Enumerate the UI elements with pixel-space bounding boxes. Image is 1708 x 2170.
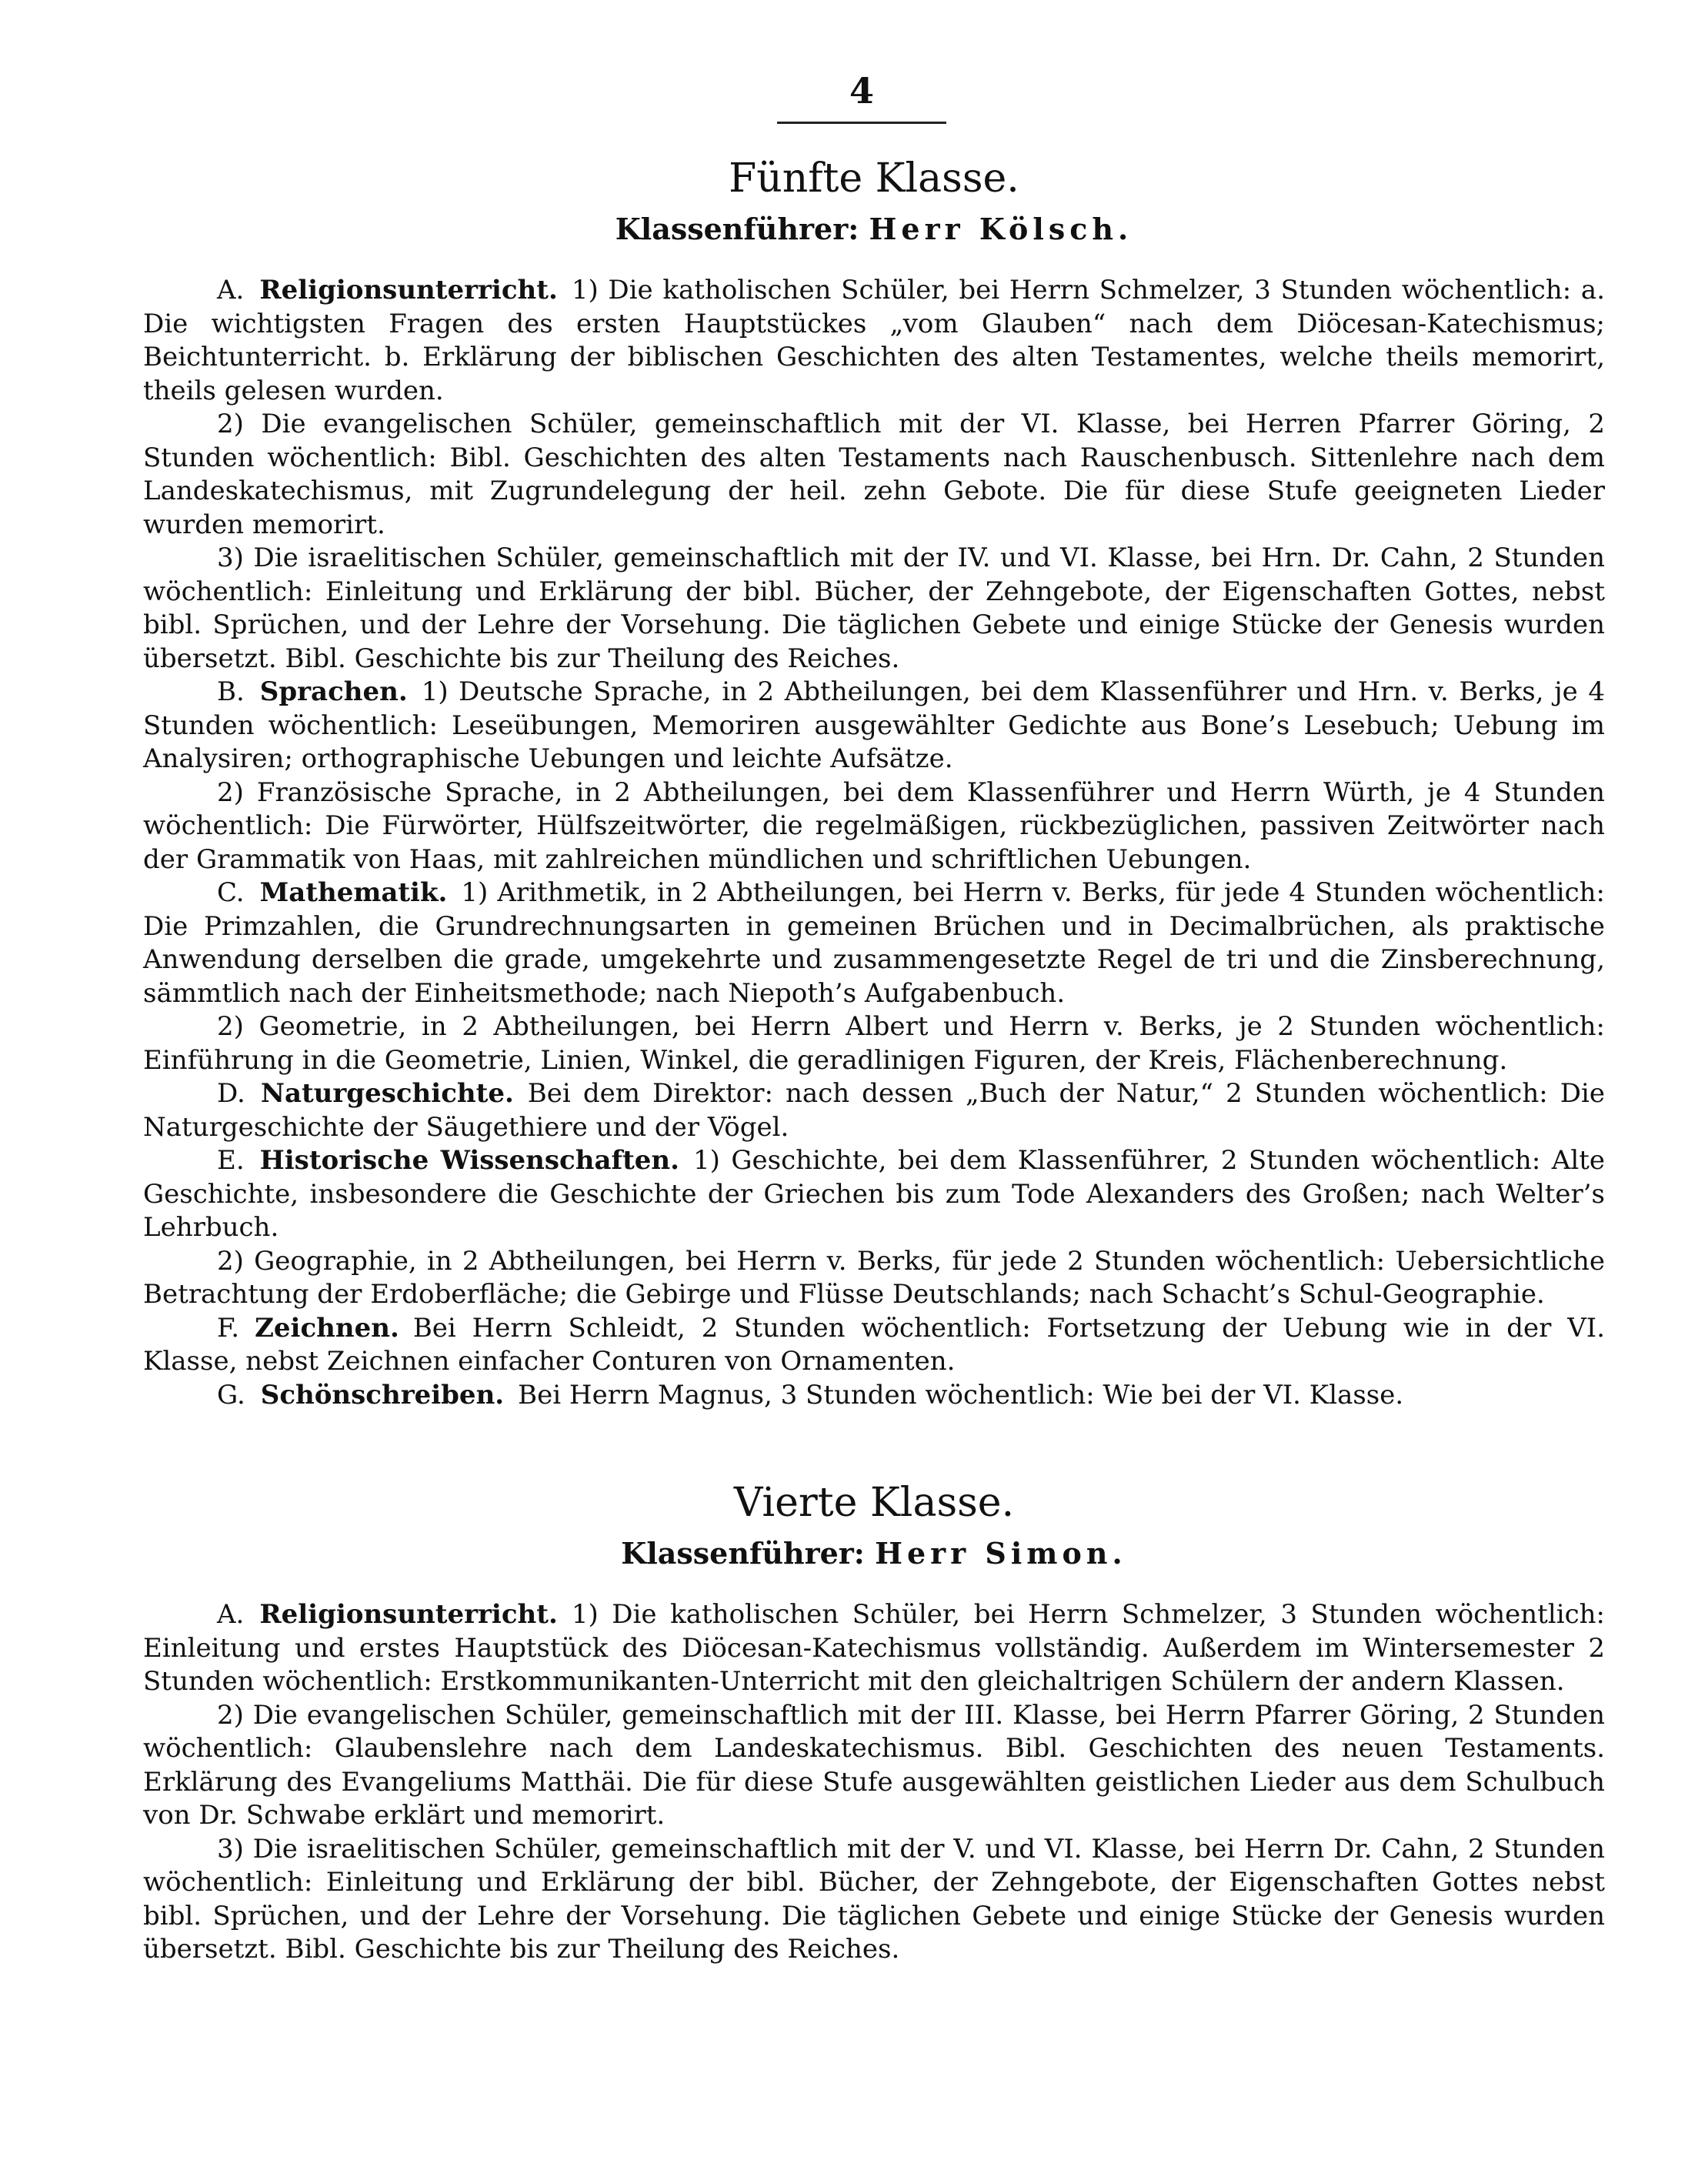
section-paragraph	[143, 1144, 1605, 1245]
section-text: 2) Die evangelischen Schüler, gemeinschaftlich mit der III. Klasse, bei Herrn Pfarrer Göring, 2 Stunden wöchentlich: Glaubenslehre nach dem Landeskatechismus. Bibl. Geschichten des neuen Testaments. Erklärung des Evangeliums Matthäi. Die für diese Stufe ausgewählten geistlichen Lieder aus dem Schulbuch von Dr. Schwabe erklärt und memorirt.	[143, 1699, 1605, 1831]
section-heading: Religionsunterricht.	[259, 1599, 558, 1630]
section-text: 3) Die israelitischen Schüler, gemeinschaftlich mit der V. und VI. Klasse, bei Herrn Dr. Cahn, 2 Stunden wöchentlich: Einleitung und Erklärung der bibl. Bücher, der Zehngebote, der Eigenschaften Gottes nebst bibl. Sprüchen, und der Lehre der Vorsehung. Die täglichen Gebete und einige Stücke der Genesis wurden übersetzt. Bibl. Geschichte bis zur Theilung des Reiches.	[143, 1833, 1605, 1965]
section-heading: Historische Wissenschaften.	[259, 1145, 679, 1176]
class-title: Fünfte Klasse.	[729, 155, 1019, 202]
section-paragraph	[143, 876, 1605, 1010]
section-heading: Zeichnen.	[255, 1312, 399, 1344]
section-text: 1) Die katholischen Schüler, bei Herrn Schmelzer, 3 Stunden wöchentlich: a. Die wichtigsten Fragen des ersten Hauptstückes „vom Glauben“ nach dem Diöcesan-Katechismus; Beichtunterricht. b. Erklärung der biblischen Geschichten des alten Testamentes, welche theils memorirt, theils gelesen wurden.	[143, 275, 1605, 406]
section-letter: F.	[217, 1312, 240, 1344]
class-leader-name: Herr Kölsch.	[869, 212, 1133, 246]
section-heading: Sprachen.	[259, 676, 408, 707]
section-letter: D.	[217, 1078, 245, 1109]
section-heading: Mathematik.	[259, 877, 448, 908]
text-column	[143, 154, 1605, 1967]
section-text: Bei Herrn Schleidt, 2 Stunden wöchentlich: Fortsetzung der Uebung wie in der VI. Klasse, nebst Zeichnen einfacher Conturen von Ornamenten.	[143, 1312, 1605, 1377]
section-text: 1) Die katholischen Schüler, bei Herrn Schmelzer, 3 Stunden wöchentlich: Einleitung und erstes Hauptstück des Diöcesan-Katechismus vollständig. Außerdem im Wintersemester 2 Stunden wöchentlich: Erstkommunikanten-Unterricht mit den gleichaltrigen Schülern der andern Klassen.	[143, 1599, 1605, 1697]
section-paragraph	[143, 1598, 1605, 1699]
section-paragraph	[143, 1245, 1605, 1312]
section-paragraph	[143, 1077, 1605, 1144]
class-leader-label: Klassenführer:	[615, 212, 859, 246]
section-heading: Religionsunterricht.	[259, 275, 558, 305]
section-heading: Schönschreiben.	[260, 1379, 505, 1410]
section-paragraph	[143, 1833, 1605, 1967]
class-leader	[143, 208, 1605, 251]
section-letter: A.	[217, 275, 245, 305]
section-text: 3) Die israelitischen Schüler, gemeinschaftlich mit der IV. und VI. Klasse, bei Hrn. Dr. Cahn, 2 Stunden wöchentlich: Einleitung und Erklärung der bibl. Bücher, der Zehngebote, der Eigenschaften Gottes, nebst bibl. Sprüchen, und der Lehre der Vorsehung. Die täglichen Gebete und einige Stücke der Genesis wurden übersetzt. Bibl. Geschichte bis zur Theilung des Reiches.	[143, 542, 1605, 674]
section-letter: G.	[217, 1379, 245, 1410]
class-leader-label: Klassenführer:	[621, 1536, 865, 1571]
section-paragraph	[143, 676, 1605, 776]
class-title: Vierte Klasse.	[733, 1480, 1015, 1526]
section-text: 2) Geometrie, in 2 Abtheilungen, bei Herrn Albert und Herrn v. Berks, je 2 Stunden wöchentlich: Einführung in die Geometrie, Linien, Winkel, die geradlinigen Figuren, der Kreis, Flächenberechnung.	[143, 1011, 1605, 1076]
page-number-rule	[777, 122, 946, 124]
section-text: 1) Arithmetik, in 2 Abtheilungen, bei Herrn v. Berks, für jede 4 Stunden wöchentlich: Die Primzahlen, die Grundrechnungsarten in gemeinen Brüchen und in Decimalbrüchen, als praktische Anwendung derselben die grade, umgekehrte und zusammengesetzte Regel de tri und die Zinsberechnung, sämmtlich nach der Einheitsmethode; nach Niepoth’s Aufgabenbuch.	[143, 877, 1605, 1009]
page-number-block	[777, 68, 946, 114]
section-text: 1) Geschichte, bei dem Klassenführer, 2 Stunden wöchentlich: Alte Geschichte, insbesondere die Geschichte der Griechen bis zum Tode Alexanders des Großen; nach Welter’s Lehrbuch.	[143, 1145, 1605, 1243]
section-text: 2) Französische Sprache, in 2 Abtheilungen, bei dem Klassenführer und Herrn Würth, je 4 Stunden wöchentlich: Die Fürwörter, Hülfszeitwörter, die regelmäßigen, rückbezüglichen, passiven Zeitwörter nach der Grammatik von Haas, mit zahlreichen mündlichen und schriftlichen Uebungen.	[143, 776, 1605, 875]
class-leader	[143, 1532, 1605, 1575]
section-heading: Naturgeschichte.	[260, 1078, 514, 1109]
section-letter: B.	[217, 676, 245, 707]
section-text: Bei dem Direktor: nach dessen „Buch der Natur,“ 2 Stunden wöchentlich: Die Naturgeschichte der Säugethiere und der Vögel.	[143, 1078, 1605, 1143]
section-paragraph	[143, 542, 1605, 676]
class-leader-name: Herr Simon.	[875, 1536, 1127, 1571]
section-text: 2) Geographie, in 2 Abtheilungen, bei Herrn v. Berks, für jede 2 Stunden wöchentlich: Uebersichtliche Betrachtung der Erdoberfläche; die Gebirge und Flüsse Deutschlands; nach Schacht’s Schul-Geographie.	[143, 1245, 1605, 1310]
section-text: 1) Deutsche Sprache, in 2 Abtheilungen, bei dem Klassenführer und Hrn. v. Berks, je 4 Stunden wöchentlich: Leseübungen, Memoriren ausgewählter Gedichte aus Bone’s Lesebuch; Uebung im Analysiren; orthographische Uebungen und leichte Aufsätze.	[143, 676, 1605, 774]
section-letter: E.	[217, 1145, 245, 1176]
section-paragraph	[143, 1699, 1605, 1833]
section-paragraph	[143, 1010, 1605, 1077]
page-number: 4	[849, 70, 874, 112]
section-letter: A.	[217, 1599, 245, 1630]
section-paragraph	[143, 1312, 1605, 1379]
section-paragraph	[143, 274, 1605, 408]
section-paragraph	[143, 408, 1605, 542]
section-paragraph	[143, 776, 1605, 877]
section-text: 2) Die evangelischen Schüler, gemeinschaftlich mit der VI. Klasse, bei Herren Pfarrer Göring, 2 Stunden wöchentlich: Bibl. Geschichten des alten Testaments nach Rauschenbusch. Sittenlehre nach dem Landeskatechismus, mit Zugrundelegung der heil. zehn Gebote. Die für diese Stufe geeigneten Lieder wurden memorirt.	[143, 409, 1605, 540]
section-text: Bei Herrn Magnus, 3 Stunden wöchentlich: Wie bei der VI. Klasse.	[518, 1379, 1404, 1410]
section-paragraph	[143, 1379, 1605, 1413]
section-letter: C.	[217, 877, 245, 908]
